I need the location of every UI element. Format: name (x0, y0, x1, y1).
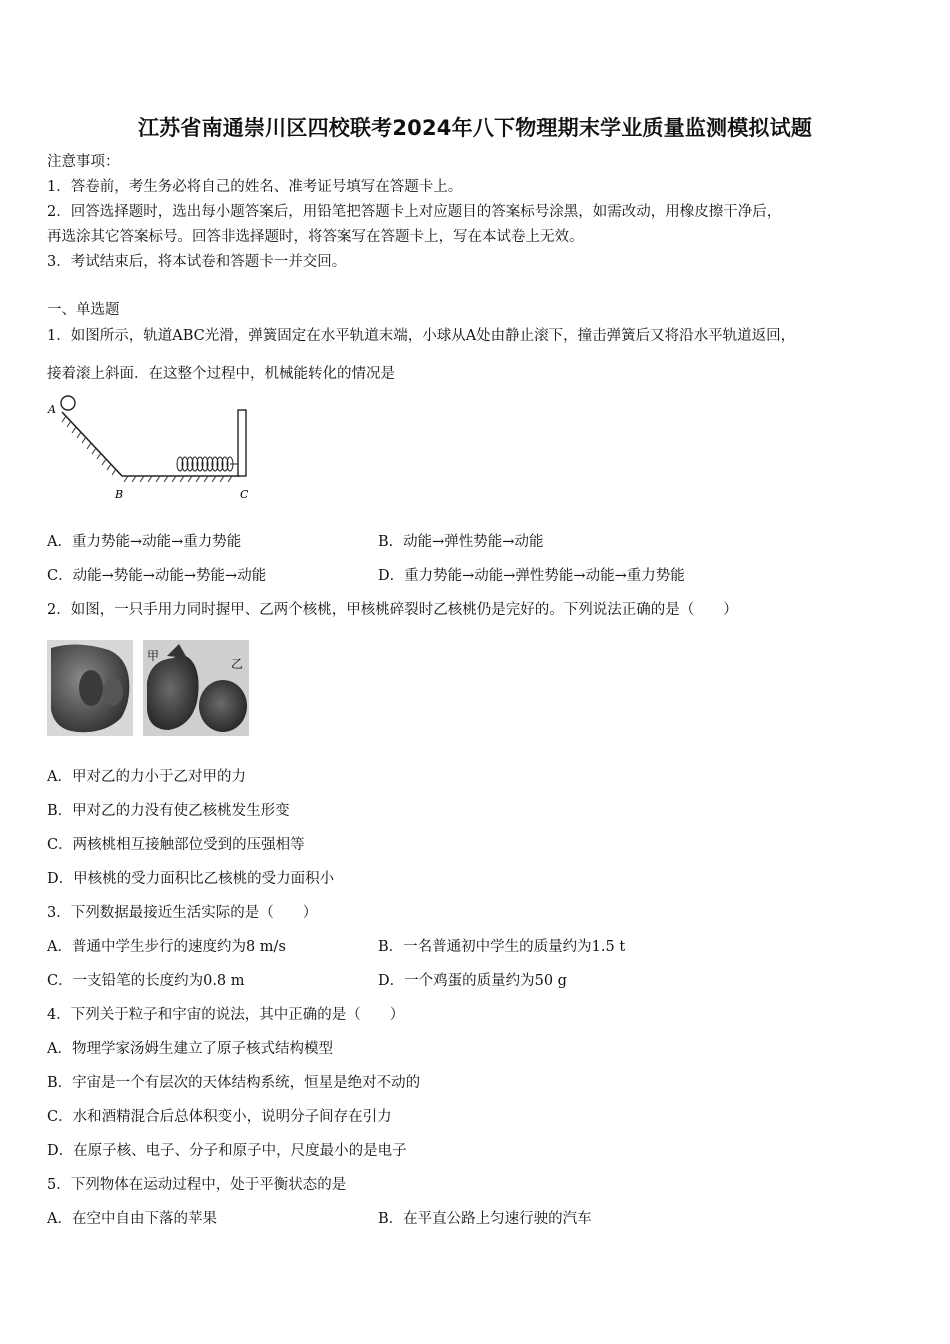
exam-title: 江苏省南通崇川区四校联考2024年八下物理期末学业质量监测模拟试题 (137, 116, 813, 140)
q2-option-d: D．甲核桃的受力面积比乙核桃的受力面积小 (47, 871, 335, 887)
q3-option-a: A．普通中学生步行的速度约为8 m/s (47, 939, 286, 955)
question-1-stem-line2: 接着滚上斜面．在这整个过程中，机械能转化的情况是 (47, 366, 395, 382)
question-4-stem: 4．下列关于粒子和宇宙的说法，其中正确的是（ ） (47, 1007, 405, 1023)
label-b: B (115, 488, 124, 501)
q2-option-c: C．两核桃相互接触部位受到的压强相等 (47, 837, 305, 853)
q2-option-a: A．甲对乙的力小于乙对甲的力 (47, 769, 246, 785)
q4-option-d: D．在原子核、电子、分子和原子中，尺度最小的是电子 (47, 1143, 407, 1159)
notice-item: 2．回答选择题时，选出每小题答案后，用铅笔把答题卡上对应题目的答案标号涂黑，如需改动，用橡皮擦干净后， (47, 204, 782, 220)
q1-option-b: B．动能→弹性势能→动能 (378, 534, 544, 550)
label-jia: 甲 (147, 649, 160, 663)
q1-option-c: C．动能→势能→动能→势能→动能 (47, 568, 267, 584)
q2-option-b: B．甲对乙的力没有使乙核桃发生形变 (47, 803, 290, 819)
q4-option-c: C．水和酒精混合后总体积变小，说明分子间存在引力 (47, 1109, 392, 1125)
notice-item: 1．答卷前，考生务必将自己的姓名、准考证号填写在答题卡上。 (47, 179, 463, 195)
walnut-photo (47, 640, 249, 736)
q3-option-d: D．一个鸡蛋的质量约为50 g (378, 973, 567, 989)
label-a: A (48, 403, 56, 416)
q3-option-b: B．一名普通初中学生的质量约为1.5 t (378, 939, 626, 955)
notice-item: 再选涂其它答案标号。回答非选择题时，将答案写在答题卡上，写在本试卷上无效。 (47, 229, 584, 245)
section-heading: 一、单选题 (47, 302, 120, 318)
question-1-stem-line1: 1．如图所示，轨道ABC光滑，弹簧固定在水平轨道末端，小球从A处由静止滚下，撞击弹簧后又将沿水平轨道返回， (47, 328, 796, 344)
question-5-stem: 5．下列物体在运动过程中，处于平衡状态的是 (47, 1177, 347, 1193)
q3-option-c: C．一支铅笔的长度约为0.8 m (47, 973, 245, 989)
q4-option-b: B．宇宙是一个有层次的天体结构系统，恒星是绝对不动的 (47, 1075, 421, 1091)
question-2-stem: 2．如图，一只手用力同时握甲、乙两个核桃，甲核桃碎裂时乙核桃仍是完好的。下列说法正确的是（ ） (47, 602, 738, 618)
q4-option-a: A．物理学家汤姆生建立了原子核式结构模型 (47, 1041, 333, 1057)
q1-option-d: D．重力势能→动能→弹性势能→动能→重力势能 (378, 568, 685, 584)
notice-heading: 注意事项： (47, 154, 120, 170)
notice-item: 3．考试结束后，将本试卷和答题卡一并交回。 (47, 254, 347, 270)
question-3-stem: 3．下列数据最接近生活实际的是（ ） (47, 905, 318, 921)
label-c: C (240, 488, 249, 501)
q5-option-a: A．在空中自由下落的苹果 (47, 1211, 217, 1227)
q5-option-b: B．在平直公路上匀速行驶的汽车 (378, 1211, 592, 1227)
label-yi: 乙 (231, 657, 244, 671)
q1-option-a: A．重力势能→动能→重力势能 (47, 534, 242, 550)
track-spring-figure (44, 392, 264, 508)
